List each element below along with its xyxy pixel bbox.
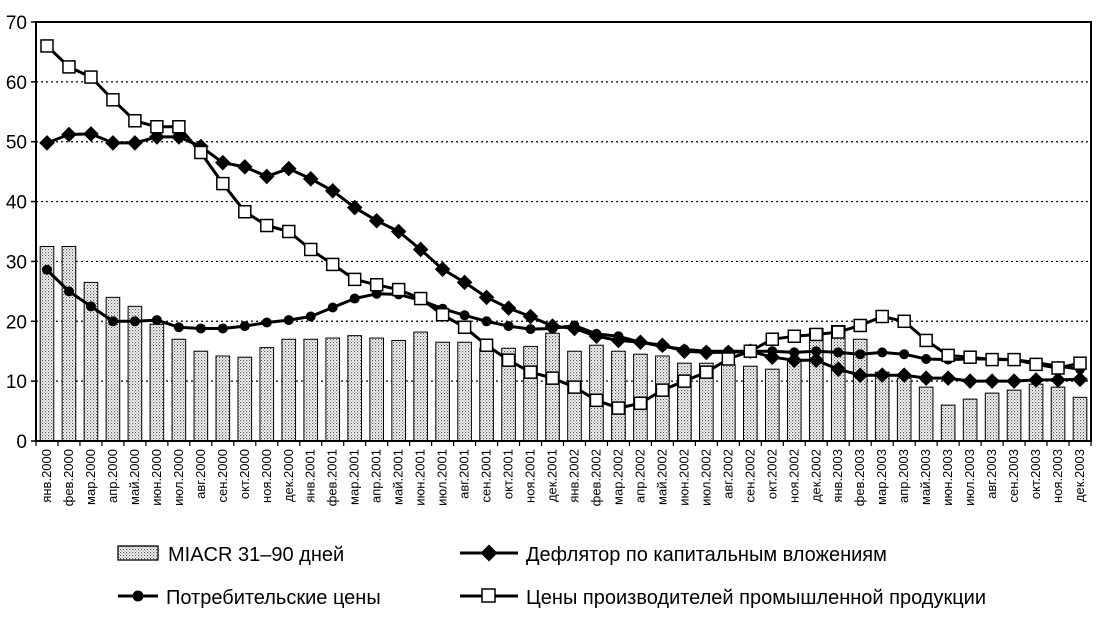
- y-tick-label: 10: [5, 372, 27, 394]
- bar-miacr: [744, 366, 758, 441]
- point-consumer: [877, 347, 887, 357]
- y-tick-label: 50: [5, 132, 27, 154]
- bar-miacr: [941, 405, 955, 441]
- x-tick-label: янв.2003: [830, 449, 846, 503]
- point-producer: [568, 381, 580, 393]
- x-tick-label: янв.2002: [566, 449, 582, 503]
- bar-miacr: [480, 348, 494, 441]
- bar-miacr: [260, 348, 274, 441]
- point-producer: [656, 384, 668, 396]
- point-consumer: [174, 322, 184, 332]
- point-producer: [722, 353, 734, 365]
- point-producer: [1052, 362, 1064, 374]
- x-tick-label: авг.2001: [456, 449, 472, 499]
- point-deflator: [83, 126, 99, 142]
- point-producer: [964, 351, 976, 363]
- x-tick-label: июл.2003: [962, 448, 978, 506]
- x-tick-label: июл.2002: [698, 449, 714, 506]
- legend-swatch-miacr: [118, 546, 158, 560]
- point-deflator: [1006, 373, 1022, 389]
- x-tick-label: ноя.2002: [786, 449, 802, 503]
- x-tick-label: ноя.2003: [1050, 449, 1066, 503]
- bar-miacr: [458, 342, 472, 441]
- x-tick-label: апр.2001: [368, 449, 384, 504]
- bar-miacr: [348, 336, 362, 441]
- legend-marker-diamond: [481, 545, 498, 562]
- x-tick-label: дек.2001: [544, 449, 560, 503]
- x-tick-label: окт.2002: [764, 449, 780, 500]
- bar-miacr: [546, 333, 560, 441]
- x-tick-label: июл.2001: [434, 449, 450, 506]
- y-tick-label: 70: [5, 13, 27, 34]
- x-tick-label: мар.2002: [610, 449, 626, 505]
- x-tick-label: дек.2002: [808, 449, 824, 503]
- legend-item-miacr: [118, 544, 344, 566]
- legend-item-consumer: [118, 587, 381, 609]
- bar-miacr: [1073, 397, 1087, 441]
- y-tick-label: 60: [5, 72, 27, 94]
- point-deflator: [523, 309, 539, 325]
- bar-miacr: [897, 378, 911, 441]
- point-deflator: [303, 171, 319, 187]
- point-deflator: [61, 127, 77, 143]
- point-deflator: [984, 373, 1000, 389]
- x-tick-label: май.2002: [654, 449, 670, 505]
- point-consumer: [767, 346, 777, 356]
- point-consumer: [86, 301, 96, 311]
- bar-miacr: [150, 324, 164, 441]
- point-producer: [107, 94, 119, 106]
- x-tick-label: май.2003: [918, 449, 934, 505]
- bar-miacr: [1029, 384, 1043, 441]
- bar-miacr: [1007, 390, 1021, 441]
- legend-marker-circle: [133, 591, 144, 602]
- point-consumer: [262, 317, 272, 327]
- point-consumer: [460, 310, 470, 320]
- point-consumer: [635, 337, 645, 347]
- bar-miacr: [370, 338, 384, 441]
- bar-miacr: [765, 369, 779, 441]
- x-tick-label: авг.2003: [984, 449, 1000, 499]
- point-producer: [700, 366, 712, 378]
- point-consumer: [613, 331, 623, 341]
- line-series-deflator: [39, 126, 1088, 389]
- legend-label-producer: Цены производителей промышленной продукции: [526, 587, 986, 609]
- point-consumer: [657, 341, 667, 351]
- bar-miacr: [612, 351, 626, 441]
- point-consumer: [108, 316, 118, 326]
- point-consumer: [811, 346, 821, 356]
- bar-miacr: [831, 325, 845, 441]
- point-producer: [612, 402, 624, 414]
- x-tick-label: апр.2003: [896, 449, 912, 504]
- point-deflator: [237, 159, 253, 175]
- x-tick-label: сен.2000: [214, 449, 230, 503]
- point-producer: [920, 334, 932, 346]
- x-tick-label: окт.2003: [1028, 449, 1044, 500]
- x-tick-label: окт.2000: [236, 449, 252, 500]
- x-tick-label: апр.2000: [104, 449, 120, 504]
- y-tick-label: 40: [5, 192, 27, 214]
- bar-miacr: [172, 339, 186, 441]
- point-producer: [195, 146, 207, 158]
- point-producer: [305, 243, 317, 255]
- bar-miacr: [985, 393, 999, 441]
- point-producer: [1030, 358, 1042, 370]
- x-tick-label: ноя.2000: [258, 449, 274, 503]
- bar-miacr: [392, 340, 406, 441]
- point-consumer: [42, 265, 52, 275]
- x-tick-label: янв.2000: [38, 449, 54, 503]
- point-producer: [239, 206, 251, 218]
- point-producer: [788, 330, 800, 342]
- legend: [118, 544, 986, 609]
- point-producer: [503, 354, 515, 366]
- point-producer: [151, 121, 163, 133]
- x-tick-label: сен.2003: [1006, 449, 1022, 503]
- bar-miacr: [656, 356, 670, 441]
- point-consumer: [855, 349, 865, 359]
- x-tick-label: ноя.2001: [522, 449, 538, 503]
- point-producer: [854, 319, 866, 331]
- x-tick-label: апр.2002: [632, 449, 648, 504]
- bar-miacr: [1051, 387, 1065, 441]
- point-producer: [349, 273, 361, 285]
- x-tick-label: мар.2000: [82, 449, 98, 505]
- point-producer: [986, 354, 998, 366]
- point-deflator: [281, 161, 297, 177]
- x-tick-label: мар.2003: [874, 449, 890, 505]
- x-tick-label: июн.2001: [412, 449, 428, 506]
- point-consumer: [899, 349, 909, 359]
- point-consumer: [569, 320, 579, 330]
- point-producer: [63, 61, 75, 73]
- point-consumer: [218, 323, 228, 333]
- bar-miacr: [963, 399, 977, 441]
- x-tick-label: янв.2001: [302, 449, 318, 503]
- point-producer: [1074, 357, 1086, 369]
- point-deflator: [962, 373, 978, 389]
- point-consumer: [679, 344, 689, 354]
- point-producer: [590, 394, 602, 406]
- bar-miacr: [128, 306, 142, 441]
- point-producer: [459, 321, 471, 333]
- point-deflator: [940, 370, 956, 386]
- point-consumer: [152, 315, 162, 325]
- bar-miacr: [809, 328, 823, 441]
- point-producer: [832, 326, 844, 338]
- point-producer: [261, 220, 273, 232]
- x-axis: [36, 441, 1091, 506]
- x-tick-label: дек.2003: [1072, 449, 1088, 503]
- point-producer: [481, 339, 493, 351]
- point-producer: [327, 258, 339, 270]
- x-tick-label: авг.2002: [720, 449, 736, 499]
- y-tick-label: 20: [5, 312, 27, 334]
- x-tick-label: фев.2000: [60, 449, 76, 507]
- point-consumer: [548, 323, 558, 333]
- point-consumer: [130, 316, 140, 326]
- point-consumer: [482, 316, 492, 326]
- legend-label-deflator: Дефлятор по капитальным вложениям: [526, 544, 887, 566]
- x-tick-label: июн.2003: [940, 449, 956, 506]
- point-consumer: [196, 323, 206, 333]
- bar-miacr: [304, 339, 318, 441]
- point-consumer: [526, 324, 536, 334]
- point-producer: [634, 397, 646, 409]
- y-axis: [6, 13, 36, 453]
- legend-marker-square: [482, 589, 495, 602]
- bar-miacr: [524, 346, 538, 441]
- point-producer: [129, 115, 141, 127]
- x-tick-label: фев.2001: [324, 449, 340, 507]
- point-producer: [744, 345, 756, 357]
- point-consumer: [789, 347, 799, 357]
- point-producer: [876, 310, 888, 322]
- point-consumer: [240, 321, 250, 331]
- point-deflator: [918, 370, 934, 386]
- bar-miacr: [436, 342, 450, 441]
- point-producer: [678, 375, 690, 387]
- point-producer: [942, 349, 954, 361]
- point-consumer: [833, 347, 843, 357]
- point-consumer: [504, 321, 514, 331]
- point-deflator: [501, 300, 517, 316]
- point-consumer: [306, 311, 316, 321]
- point-consumer: [591, 329, 601, 339]
- bar-miacr: [414, 332, 428, 441]
- point-producer: [898, 315, 910, 327]
- bar-miacr: [590, 345, 604, 441]
- y-tick-label: 30: [5, 252, 27, 274]
- bar-miacr: [282, 339, 296, 441]
- bar-miacr: [787, 360, 801, 441]
- point-consumer: [921, 354, 931, 364]
- bar-miacr: [194, 351, 208, 441]
- point-producer: [217, 178, 229, 190]
- bar-miacr: [326, 338, 340, 441]
- point-deflator: [105, 135, 121, 151]
- x-tick-label: июн.2002: [676, 449, 692, 506]
- x-tick-label: мар.2001: [346, 449, 362, 505]
- x-tick-label: дек.2000: [280, 449, 296, 503]
- point-producer: [525, 366, 537, 378]
- point-producer: [437, 309, 449, 321]
- point-producer: [547, 372, 559, 384]
- x-tick-label: сен.2001: [478, 448, 494, 503]
- point-consumer: [350, 294, 360, 304]
- point-consumer: [284, 315, 294, 325]
- point-deflator: [39, 135, 55, 151]
- point-producer: [283, 226, 295, 238]
- x-tick-label: май.2001: [390, 449, 406, 505]
- bar-miacr: [568, 351, 582, 441]
- point-producer: [393, 284, 405, 296]
- point-producer: [415, 293, 427, 305]
- legend-label-consumer: Потребительские цены: [166, 587, 381, 609]
- point-producer: [85, 71, 97, 83]
- point-producer: [371, 279, 383, 291]
- x-tick-label: фев.2002: [588, 449, 604, 507]
- point-deflator: [259, 169, 275, 185]
- bar-miacr: [722, 364, 736, 441]
- point-consumer: [701, 346, 711, 356]
- x-tick-label: сен.2002: [742, 449, 758, 503]
- point-producer: [766, 333, 778, 345]
- x-tick-label: май.2000: [126, 449, 142, 505]
- point-producer: [810, 328, 822, 340]
- point-consumer: [328, 303, 338, 313]
- x-tick-label: июн.2000: [148, 449, 164, 506]
- x-tick-label: июл.2000: [170, 449, 186, 506]
- bar-miacr: [62, 246, 76, 441]
- point-deflator: [127, 135, 143, 151]
- legend-item-deflator: [460, 544, 887, 566]
- y-tick-label: 0: [16, 432, 27, 453]
- point-producer: [41, 40, 53, 52]
- x-tick-label: окт.2001: [500, 449, 516, 500]
- point-producer: [173, 121, 185, 133]
- x-tick-label: фев.2003: [852, 449, 868, 507]
- bar-miacr: [919, 387, 933, 441]
- point-deflator: [369, 213, 385, 229]
- legend-label-miacr: MIACR 31–90 дней: [168, 544, 345, 566]
- point-consumer: [64, 286, 74, 296]
- bar-miacr: [238, 357, 252, 441]
- x-tick-label: авг.2000: [192, 449, 208, 499]
- bar-miacr: [216, 356, 230, 441]
- point-producer: [1008, 354, 1020, 366]
- legend-item-producer: [460, 587, 986, 609]
